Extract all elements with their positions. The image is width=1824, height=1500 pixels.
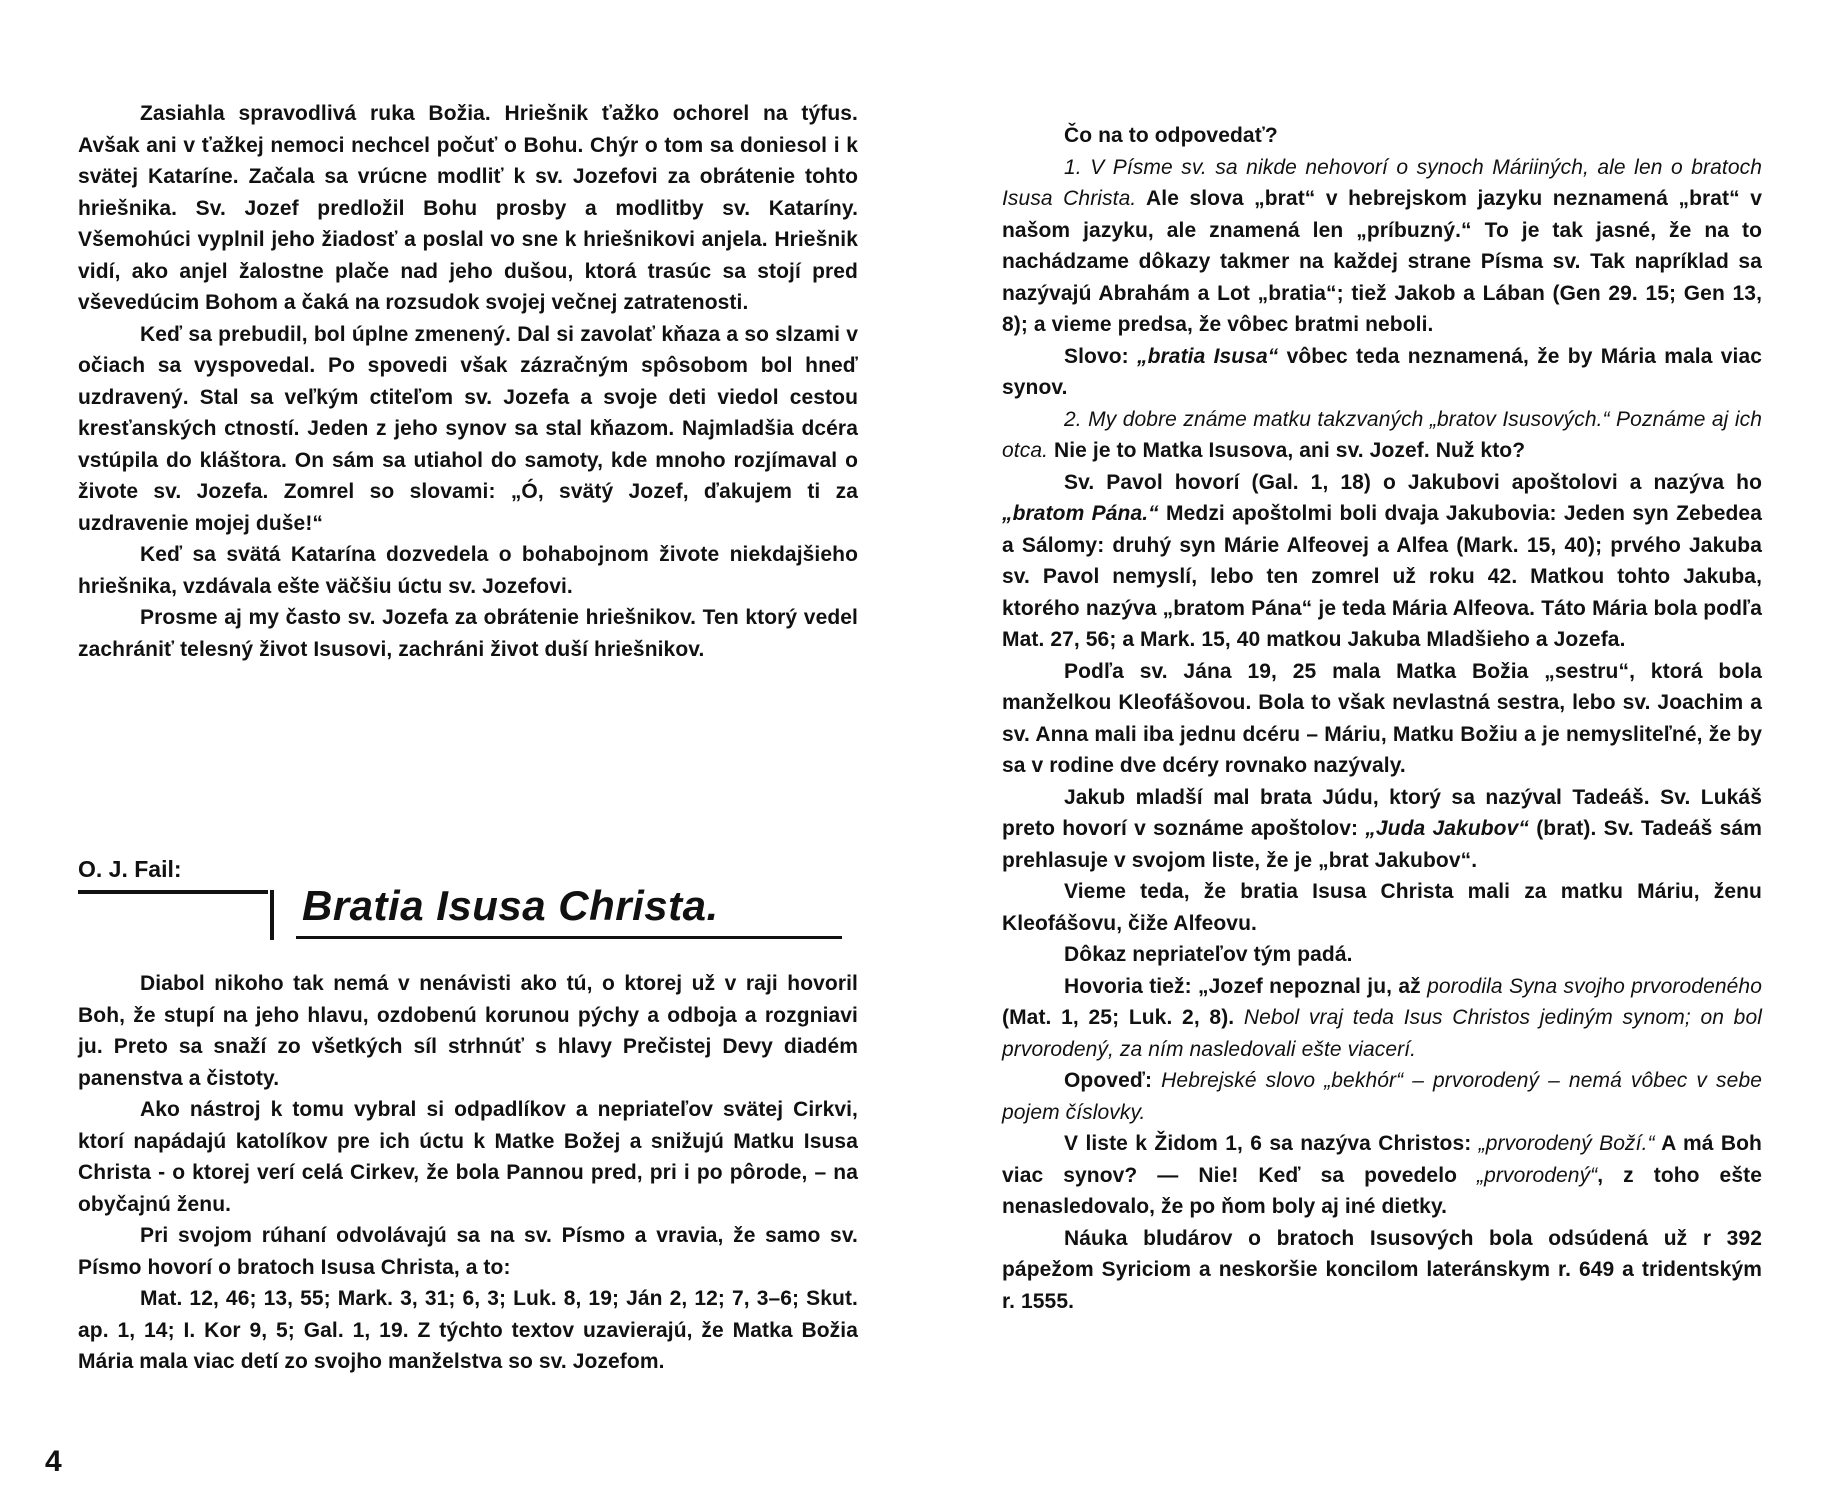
paragraph	[1002, 1128, 1762, 1223]
right-page	[912, 0, 1824, 1500]
paragraph	[1002, 467, 1762, 656]
right-column-text	[1002, 120, 1762, 1317]
paragraph	[1002, 404, 1762, 467]
italic-text: Nebol vraj teda Isus Christos jediným synom; on bol prvorodený, za ním nasledovali ešte viacerí.	[1002, 1006, 1762, 1061]
text: (brat). Sv. Tadeáš sám prehlasuje v svojom liste, že je „brat Jakubov“.	[1002, 817, 1762, 872]
left-page	[0, 0, 900, 1500]
paragraph: Dôkaz nepriateľov tým padá.	[1064, 943, 1353, 966]
title-vertical-bar	[270, 890, 274, 940]
text: , z toho ešte nenasledovalo, že po ňom boly aj iné dietky.	[1002, 1163, 1762, 1218]
paragraph	[1002, 152, 1762, 341]
author-byline: O. J. Fail:	[78, 856, 182, 882]
paragraph: Mat. 12, 46; 13, 55; Mark. 3, 31; 6, 3; Luk. 8, 19; Ján 2, 12; 7, 3–6; Skut. ap. 1, 14; I. Kor 9, 5; Gal. 1, 19. Z týchto textov uzavierajú, že Matka Božia Mária mala viac detí zo svojho manželstva so sv. Jozefom.	[78, 1287, 858, 1373]
paragraph	[1002, 971, 1762, 1066]
article-body	[78, 968, 858, 1378]
emphasis: „Juda Jakubov“	[1365, 817, 1529, 840]
paragraph: Náuka bludárov o bratoch Isusových bola odsúdená už r 392 pápežom Syriciom a neskoršie koncilom lateránskym r. 649 a tridentským r. 1555.	[1002, 1226, 1762, 1313]
paragraph	[1002, 782, 1762, 877]
paragraph	[1002, 341, 1762, 404]
article-title: Bratia Isusa Christa.	[302, 882, 719, 929]
left-top-text	[78, 98, 858, 665]
emphasis: „bratia Isusa“	[1136, 344, 1279, 368]
text: A má Boh viac synov? — Nie! Keď sa povedelo	[1002, 1132, 1762, 1187]
paragraph: Keď sa prebudil, bol úplne zmenený. Dal si zavolať kňaza a so slzami v očiach sa vyspovedal. Po spovedi však zázračným spôsobom bol hneď uzdravený. Stal sa veľkým ctiteľom sv. Jozefa a svoje deti viedol cestou kresťanských ctností. Jeden z jeho synov sa stal kňazom. Najmladšia dcéra vstúpila do kláštora. On sám sa utiahol do samoty, kde mnoho rozjímaval o živote sv. Jozefa. Zomrel so slovami: „Ó, svätý Jozef, ďakujem ti za uzdravenie mojej duše!“	[78, 322, 858, 535]
paragraph: Podľa sv. Jána 19, 25 mala Matka Božia „sestru“, ktorá bola manželkou Kleofášovou. Bola to však nevlastná sestra, lebo sv. Joachim a sv. Anna mali iba jednu dcéru – Máriu, Matku Božiu a je nemysliteľné, že by sa v rodine dve dcéry rovnako nazývaly.	[1002, 659, 1762, 777]
title-underline	[296, 936, 842, 939]
page-number: 4	[45, 1445, 62, 1478]
section-heading: Čo na to odpovedať?	[1064, 124, 1278, 147]
italic-text: „prvorodený Boží.“	[1478, 1132, 1655, 1155]
text: Nie je to Matka Isusova, ani sv. Jozef. Nuž kto?	[1048, 439, 1526, 462]
italic-lead: 1. V Písme sv. sa nikde nehovorí o synoch Máriiných, ale len o bratoch Isusa Christa.	[1002, 155, 1762, 210]
italic-text: porodila Syna svojho prvorodeného	[1427, 974, 1762, 998]
italic-text: Hebrejské slovo „bekhór“ – prvorodený – nemá vôbec v sebe pojem číslovky.	[1002, 1069, 1762, 1124]
text: (Mat. 1, 25; Luk. 2, 8).	[1002, 1006, 1244, 1029]
text: Jakub mladší mal brata Júdu, ktorý sa nazýval Tadeáš. Sv. Lukáš preto hovorí v soznáme apoštolov:	[1002, 785, 1762, 840]
text: V liste k Židom 1, 6 sa nazýva Christos:	[1064, 1132, 1479, 1155]
italic-text: 2. My dobre známe matku takzvaných „bratov Isusových.“ Poznáme aj ich otca.	[1002, 407, 1762, 462]
text: Sv. Pavol hovorí (Gal. 1, 18) o Jakubovi apoštolovi a nazýva ho	[1064, 470, 1762, 494]
text: Medzi apoštolmi boli dvaja Jakubovia: Jeden syn Zebedea a Sálomy: druhý syn Márie Alfeovej a Alfea (Mark. 15, 40); prvého Jakuba sv. Pavol nemyslí, lebo ten zomrel už roku 42. Matkou tohto Jakuba, ktorého nazýva „bratom Pána“ je teda Mária Alfeova. Táto Mária bola podľa Mat. 27, 56; a Mark. 15, 40 matkou Jakuba Mladšieho a Jozefa.	[1002, 502, 1762, 651]
paragraph: Vieme teda, že bratia Isusa Christa mali za matku Máriu, ženu Kleofášovu, čiže Alfeovu.	[1002, 880, 1762, 935]
text: Hovoria tiež: „Jozef nepoznal ju, až	[1064, 974, 1428, 998]
title-rule	[78, 890, 268, 894]
paragraph: Pri svojom rúhaní odvolávajú sa na sv. Písmo a vravia, že samo sv. Písmo hovorí o bratoch Isusa Christa, a to:	[78, 1224, 858, 1279]
paragraph: Diabol nikoho tak nemá v nenávisti ako tú, o ktorej už v raji hovoril Boh, že stupí na jeho hlavu, ozdobenú korunou pýchy a odboja a rozgniavi ju. Preto sa snaží zo všetkých síl strhnúť s hlavy Prečistej Devy diadém panenstva a čistoty.	[78, 972, 858, 1090]
paragraph: Keď sa svätá Katarína dozvedela o bohabojnom živote niekdajšieho hriešnika, vzdávala ešte väčšiu úctu sv. Jozefovi.	[78, 543, 858, 598]
paragraph: Ako nástroj k tomu vybral si odpadlíkov a nepriateľov svätej Cirkvi, ktorí napádajú katolíkov pre ich úctu k Matke Božej a snižujú Matku Isusa Christa - o ktorej verí celá Cirkev, že bola Pannou pred, pri i po pôrode, – na obyčajnú ženu.	[78, 1098, 858, 1216]
paragraph: Zasiahla spravodlivá ruka Božia. Hriešnik ťažko ochorel na týfus. Avšak ani v ťažkej nemoci nechcel počuť o Bohu. Chýr o tom sa doniesol i k svätej Kataríne. Začala sa vrúcne modliť k sv. Jozefovi za obrátenie tohto hriešnika. Sv. Jozef predložil Bohu prosby a modlitby sv. Kataríny. Všemohúci vyplnil jeho žiadosť a poslal vo sne k hriešnikovi anjela. Hriešnik vidí, ako anjel žalostne plače nad jeho dušou, ktorá trasúc sa stojí pred vševedúcim Bohom a čaká na rozsudok svojej večnej zatratenosti.	[78, 102, 858, 314]
emphasis: „bratom Pána.“	[1002, 502, 1159, 525]
text: vôbec teda neznamená, že by Mária mala viac synov.	[1002, 344, 1763, 399]
text: Ale slova „brat“ v hebrejskom jazyku neznamená „brat“ v našom jazyku, ale znamená len „príbuzný.“ To je tak jasné, že na to nachádzame dôkazy takmer na každej strane Písma sv. Tak napríklad sa nazývajú Abrahám a Lot „bratia“; tiež Jakob a Lában (Gen 29. 15; Gen 13, 8); a vieme predsa, že vôbec bratmi neboli.	[1002, 187, 1763, 336]
text: Opoveď:	[1064, 1069, 1162, 1092]
paragraph: Prosme aj my často sv. Jozefa za obrátenie hriešnikov. Ten ktorý vedel zachrániť telesný život Isusovi, zachráni život duší hriešnikov.	[78, 606, 858, 661]
paragraph	[1002, 1065, 1762, 1128]
text: Slovo:	[1064, 344, 1137, 368]
italic-text: „prvorodený“	[1477, 1163, 1598, 1187]
